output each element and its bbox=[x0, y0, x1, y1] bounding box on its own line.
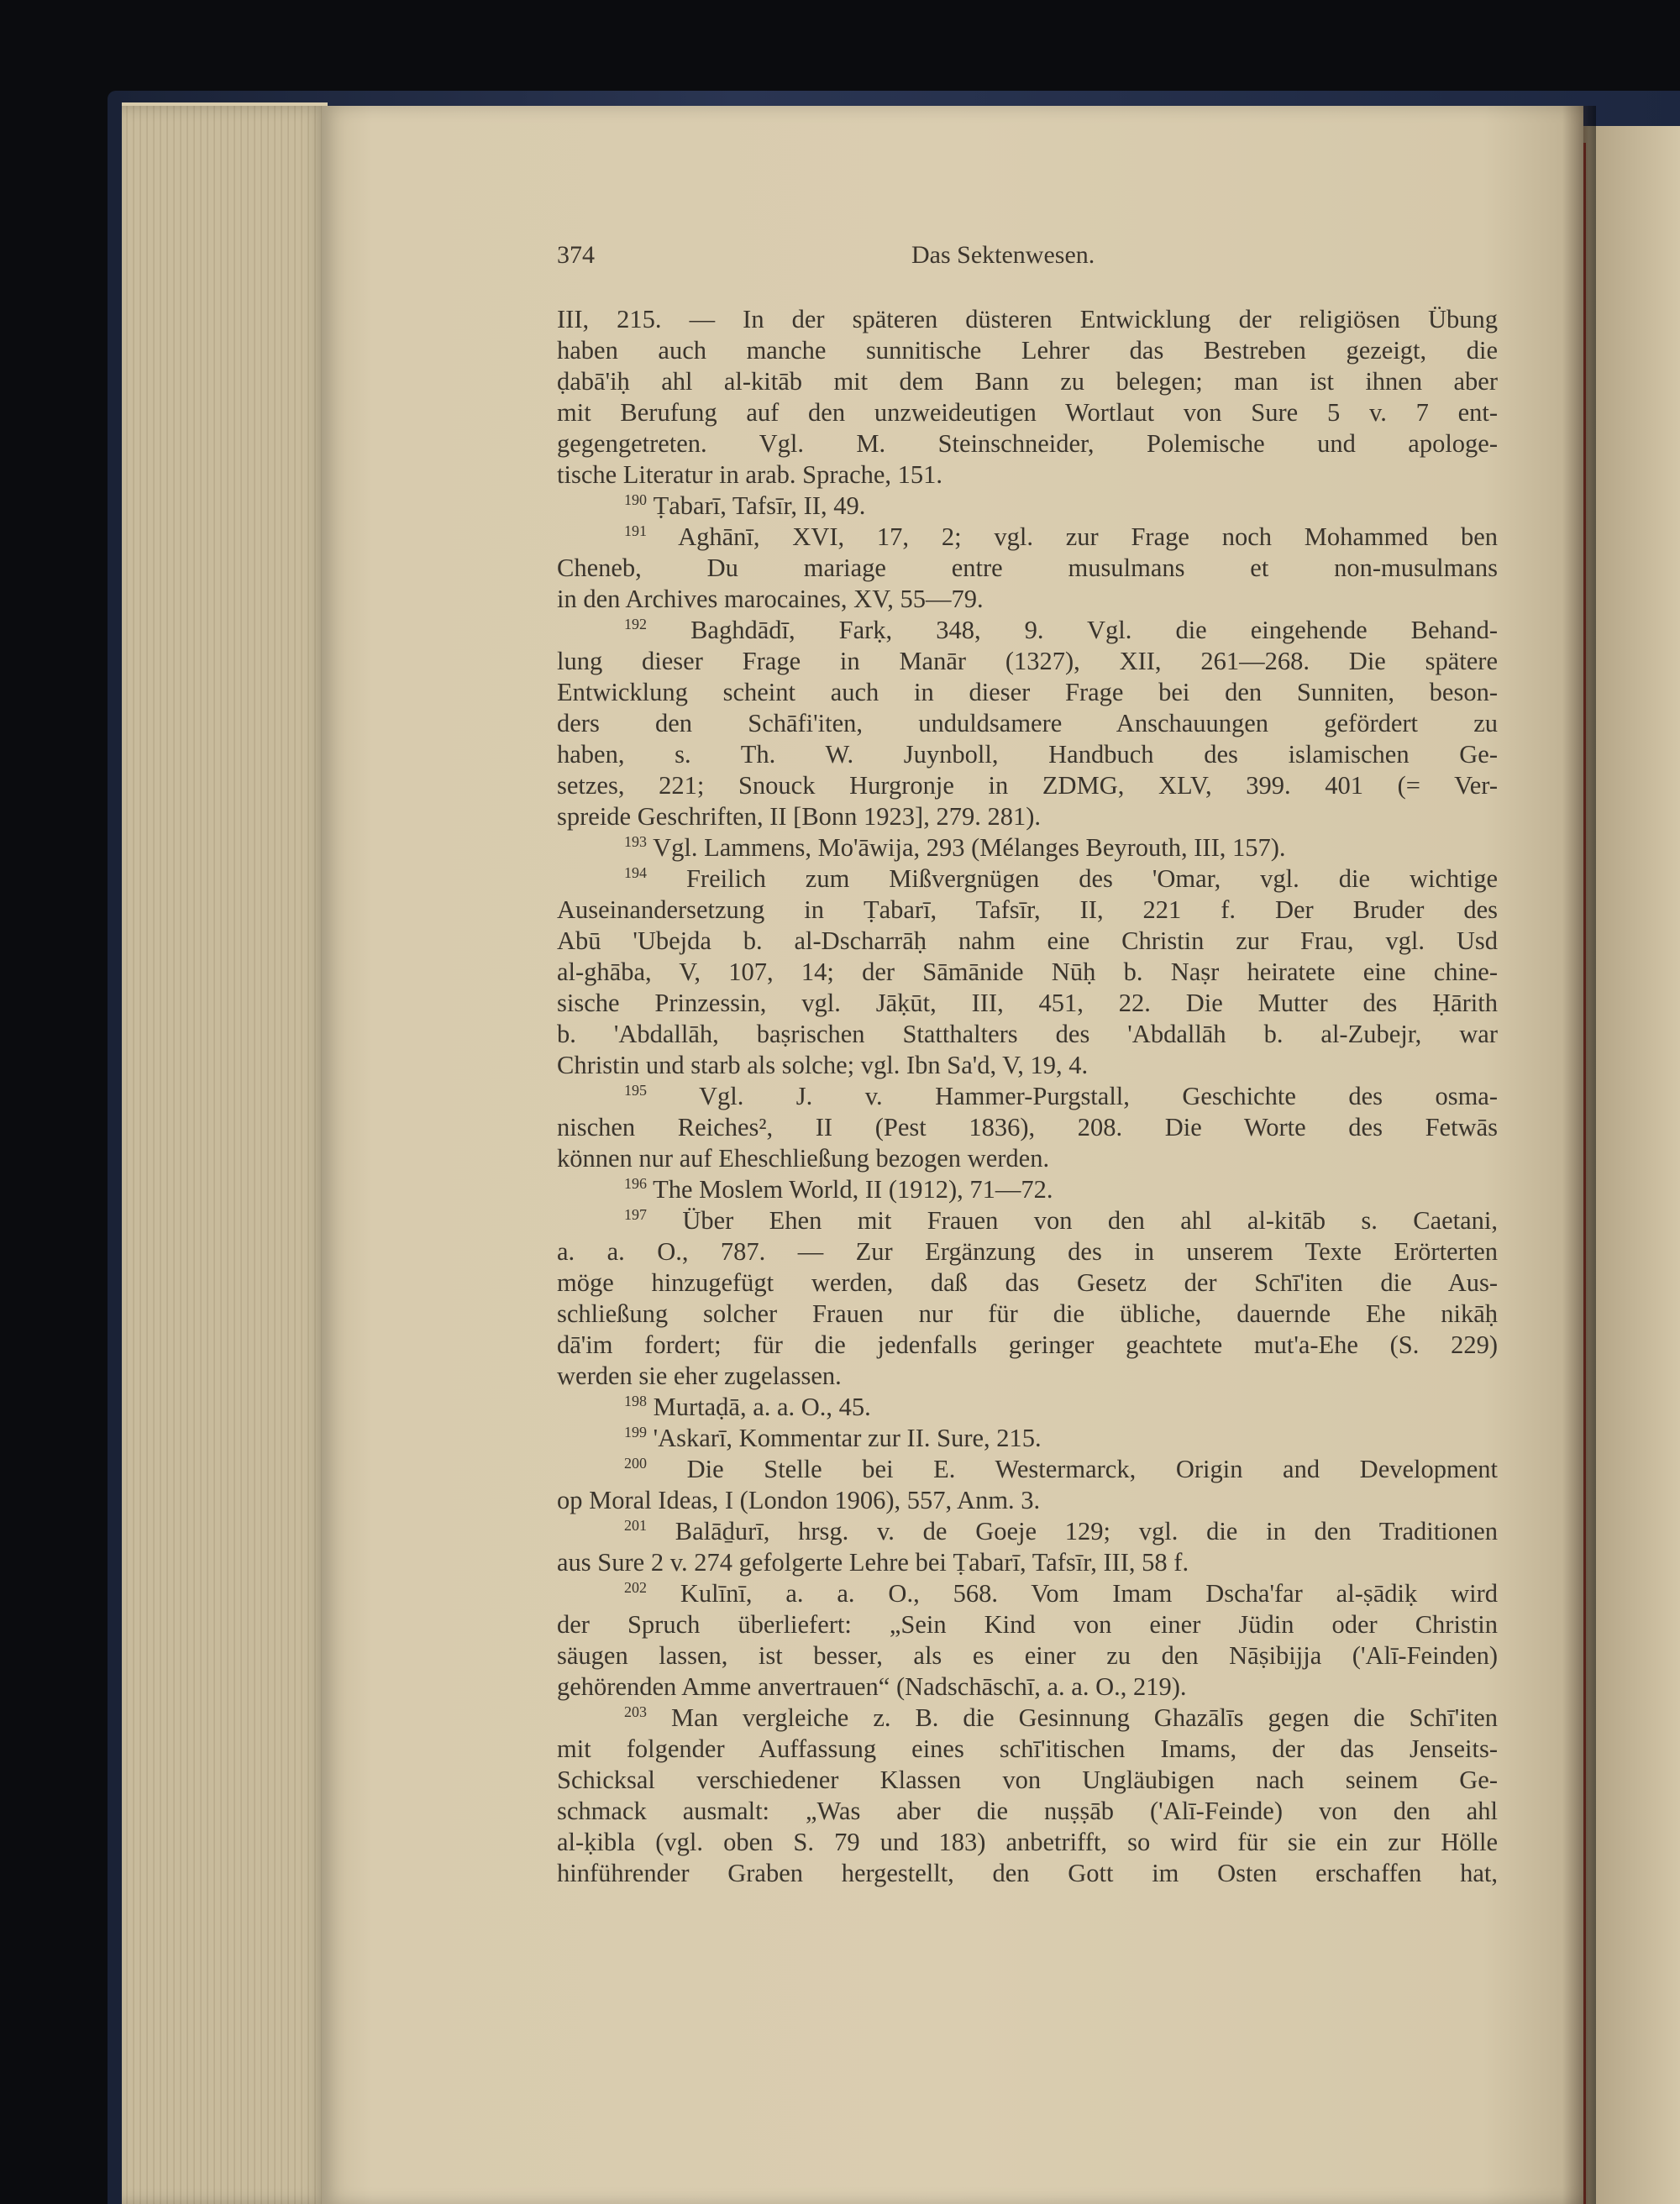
line-text: werden sie eher zugelassen. bbox=[557, 1362, 842, 1390]
line-text: ders den Schāfi'iten, unduldsamere Anschauungen gefördert zu bbox=[557, 709, 1498, 737]
text-line bbox=[557, 677, 1498, 708]
line-text: Freilich zum Mißvergnügen des 'Omar, vgl. die wichtige bbox=[685, 864, 1498, 893]
footnote-line bbox=[557, 1205, 1498, 1236]
line-text: Man vergleiche z. B. die Gesinnung Ghazālīs gegen die Schī'iten bbox=[670, 1703, 1498, 1732]
footnote-line bbox=[557, 832, 1498, 863]
footnote-number: 198 bbox=[624, 1392, 647, 1409]
text-line bbox=[557, 1143, 1498, 1174]
text-line bbox=[557, 1609, 1498, 1640]
footnote-number: 202 bbox=[624, 1578, 647, 1596]
text-line bbox=[557, 1485, 1498, 1516]
text-line bbox=[557, 926, 1498, 957]
text-line bbox=[557, 304, 1498, 335]
footnote-number: 192 bbox=[624, 615, 647, 632]
text-line bbox=[557, 1361, 1498, 1392]
line-text: mit Berufung auf den unzweideutigen Wortlaut von Sure 5 v. 7 ent- bbox=[557, 398, 1498, 427]
line-text: Murtaḍā, a. a. O., 45. bbox=[653, 1393, 871, 1421]
line-text: a. a. O., 787. — Zur Ergänzung des in unserem Texte Erörterten bbox=[557, 1237, 1498, 1266]
text-line bbox=[557, 553, 1498, 584]
line-text: Entwicklung scheint auch in dieser Frage bei den Sunniten, beson- bbox=[557, 678, 1498, 706]
text-line bbox=[557, 1019, 1498, 1050]
line-text: in den Archives marocaines, XV, 55—79. bbox=[557, 585, 984, 613]
footnote-line bbox=[557, 1081, 1498, 1112]
line-text: hinführender Graben hergestellt, den Gott im Osten erschaffen hat, bbox=[557, 1859, 1498, 1887]
text-line bbox=[557, 770, 1498, 801]
text-line bbox=[557, 1112, 1498, 1143]
text-line bbox=[557, 397, 1498, 428]
text-line bbox=[557, 1050, 1498, 1081]
line-text: möge hinzugefügt werden, daß das Gesetz der Schī'iten die Aus- bbox=[557, 1268, 1498, 1297]
footnote-line bbox=[557, 1423, 1498, 1454]
line-text: dā'im fordert; für die jedenfalls geringer geachtete mut'a-Ehe (S. 229) bbox=[557, 1330, 1498, 1359]
text-line bbox=[557, 1827, 1498, 1858]
footnote-line bbox=[557, 1174, 1498, 1205]
text-line bbox=[557, 739, 1498, 770]
text-line bbox=[557, 584, 1498, 615]
line-text: mit folgender Auffassung eines schī'itischen Imams, der das Jenseits- bbox=[557, 1734, 1498, 1763]
text-line bbox=[557, 1671, 1498, 1703]
line-text: setzes, 221; Snouck Hurgronje in ZDMG, XLV, 399. 401 (= Ver- bbox=[557, 771, 1498, 800]
line-text: Über Ehen mit Frauen von den ahl al-kitāb s. Caetani, bbox=[682, 1206, 1498, 1235]
line-text: al-ghāba, V, 107, 14; der Sāmānide Nūḥ b. Naṣr heiratete eine chine- bbox=[557, 958, 1498, 986]
footnote-number: 203 bbox=[624, 1703, 647, 1720]
running-head bbox=[557, 241, 1498, 278]
footnote-number: 200 bbox=[624, 1454, 647, 1472]
footnote-number: 197 bbox=[624, 1205, 647, 1223]
page-number: 374 bbox=[557, 241, 595, 269]
text-line bbox=[557, 646, 1498, 677]
line-text: op Moral Ideas, I (London 1906), 557, Anm. 3. bbox=[557, 1486, 1041, 1514]
footnote-number: 194 bbox=[624, 863, 647, 881]
line-text: säugen lassen, ist besser, als es einer zu den Nāṣibijja ('Alī-Feinden) bbox=[557, 1641, 1498, 1670]
line-text: haben auch manche sunnitische Lehrer das Bestreben gezeigt, die bbox=[557, 336, 1498, 365]
line-text: Baghdādī, Farḳ, 348, 9. Vgl. die eingehende Behand- bbox=[690, 616, 1498, 644]
line-text: nischen Reiches², II (Pest 1836), 208. Die Worte des Fetwās bbox=[557, 1113, 1498, 1141]
line-text: ḍabā'iḥ ahl al-kitāb mit dem Bann zu belegen; man ist ihnen aber bbox=[557, 367, 1498, 396]
line-text: schmack ausmalt: „Was aber die nuṣṣāb ('Alī-Feinde) von den ahl bbox=[557, 1797, 1498, 1825]
line-text: schließung solcher Frauen nur für die übliche, dauernde Ehe nikāḥ bbox=[557, 1299, 1498, 1328]
text-line bbox=[557, 428, 1498, 459]
text-line bbox=[557, 1765, 1498, 1796]
text-line bbox=[557, 895, 1498, 926]
text-line bbox=[557, 1299, 1498, 1330]
text-line bbox=[557, 1236, 1498, 1267]
footnote-number: 193 bbox=[624, 832, 647, 850]
text-line bbox=[557, 459, 1498, 491]
line-text: Vgl. J. v. Hammer-Purgstall, Geschichte des osma- bbox=[698, 1082, 1498, 1110]
line-text: aus Sure 2 v. 274 gefolgerte Lehre bei Ṭabarī, Tafsīr, III, 58 f. bbox=[557, 1548, 1189, 1577]
footnote-line bbox=[557, 491, 1498, 522]
line-text: 'Askarī, Kommentar zur II. Sure, 215. bbox=[653, 1424, 1042, 1452]
line-text: Cheneb, Du mariage entre musulmans et non-musulmans bbox=[557, 554, 1498, 582]
spine-shadow bbox=[1562, 106, 1596, 2204]
line-text: Ṭabarī, Tafsīr, II, 49. bbox=[653, 491, 866, 520]
running-title: Das Sektenwesen. bbox=[911, 241, 1095, 269]
page-block-edges bbox=[122, 106, 328, 2204]
line-text: Aghānī, XVI, 17, 2; vgl. zur Frage noch Mohammed ben bbox=[678, 522, 1498, 551]
text-line bbox=[557, 1547, 1498, 1578]
footnote-number: 191 bbox=[624, 522, 647, 539]
line-text: Die Stelle bei E. Westermarck, Origin and Development bbox=[686, 1455, 1498, 1483]
footnote-text bbox=[557, 304, 1498, 1889]
line-text: tische Literatur in arab. Sprache, 151. bbox=[557, 460, 943, 489]
text-line bbox=[557, 988, 1498, 1019]
text-line bbox=[557, 801, 1498, 832]
line-text: Balāḏurī, hrsg. v. de Goeje 129; vgl. die in den Traditionen bbox=[675, 1517, 1498, 1545]
footnote-line bbox=[557, 1516, 1498, 1547]
footnote-line bbox=[557, 1703, 1498, 1734]
line-text: Vgl. Lammens, Mo'āwija, 293 (Mélanges Beyrouth, III, 157). bbox=[653, 833, 1286, 862]
line-text: spreide Geschriften, II [Bonn 1923], 279. 281). bbox=[557, 802, 1041, 831]
footnote-line bbox=[557, 615, 1498, 646]
line-text: Kulīnī, a. a. O., 568. Vom Imam Dscha'far al-ṣādiḳ wird bbox=[680, 1579, 1498, 1608]
line-text: al-ḳibla (vgl. oben S. 79 und 183) anbetrifft, so wird für sie ein zur Hölle bbox=[557, 1828, 1498, 1856]
footnote-number: 195 bbox=[624, 1081, 647, 1099]
line-text: b. 'Abdallāh, baṣrischen Statthalters des 'Abdallāh b. al-Zubejr, war bbox=[557, 1020, 1498, 1048]
line-text: III, 215. — In der späteren düsteren Entwicklung der religiösen Übung bbox=[557, 305, 1498, 333]
line-text: gehörenden Amme anvertrauen“ (Nadschāschī, a. a. O., 219). bbox=[557, 1672, 1187, 1701]
text-line bbox=[557, 335, 1498, 366]
footnote-line bbox=[557, 1578, 1498, 1609]
line-text: der Spruch überliefert: „Sein Kind von einer Jüdin oder Christin bbox=[557, 1610, 1498, 1639]
footnote-number: 199 bbox=[624, 1423, 647, 1440]
line-text: The Moslem World, II (1912), 71—72. bbox=[653, 1175, 1053, 1204]
line-text: gegengetreten. Vgl. M. Steinschneider, Polemische und apologe- bbox=[557, 429, 1498, 458]
line-text: Abū 'Ubejda b. al-Dscharrāḥ nahm eine Christin zur Frau, vgl. Usd bbox=[557, 926, 1498, 955]
footnote-number: 201 bbox=[624, 1516, 647, 1534]
footnote-number: 190 bbox=[624, 491, 647, 508]
text-line bbox=[557, 1330, 1498, 1361]
text-line bbox=[557, 708, 1498, 739]
text-line bbox=[557, 957, 1498, 988]
line-text: lung dieser Frage in Manār (1327), XII, 261—268. Die spätere bbox=[557, 647, 1498, 675]
line-text: sische Prinzessin, vgl. Jāḳūt, III, 451, 22. Die Mutter des Ḥārith bbox=[557, 989, 1498, 1017]
line-text: Schicksal verschiedener Klassen von Ungläubigen nach seinem Ge- bbox=[557, 1766, 1498, 1794]
line-text: Christin und starb als solche; vgl. Ibn Sa'd, V, 19, 4. bbox=[557, 1051, 1089, 1079]
text-line bbox=[557, 1734, 1498, 1765]
text-line bbox=[557, 1267, 1498, 1299]
footnote-number: 196 bbox=[624, 1174, 647, 1192]
footnote-line bbox=[557, 863, 1498, 895]
text-line bbox=[557, 1858, 1498, 1889]
line-text: haben, s. Th. W. Juynboll, Handbuch des islamischen Ge- bbox=[557, 740, 1498, 769]
footnote-line bbox=[557, 522, 1498, 553]
text-line bbox=[557, 366, 1498, 397]
footnote-line bbox=[557, 1392, 1498, 1423]
line-text: können nur auf Eheschließung bezogen werden. bbox=[557, 1144, 1050, 1173]
line-text: Auseinandersetzung in Ṭabarī, Tafsīr, II, 221 f. Der Bruder des bbox=[557, 895, 1498, 924]
text-line bbox=[557, 1796, 1498, 1827]
text-line bbox=[557, 1640, 1498, 1671]
footnote-line bbox=[557, 1454, 1498, 1485]
